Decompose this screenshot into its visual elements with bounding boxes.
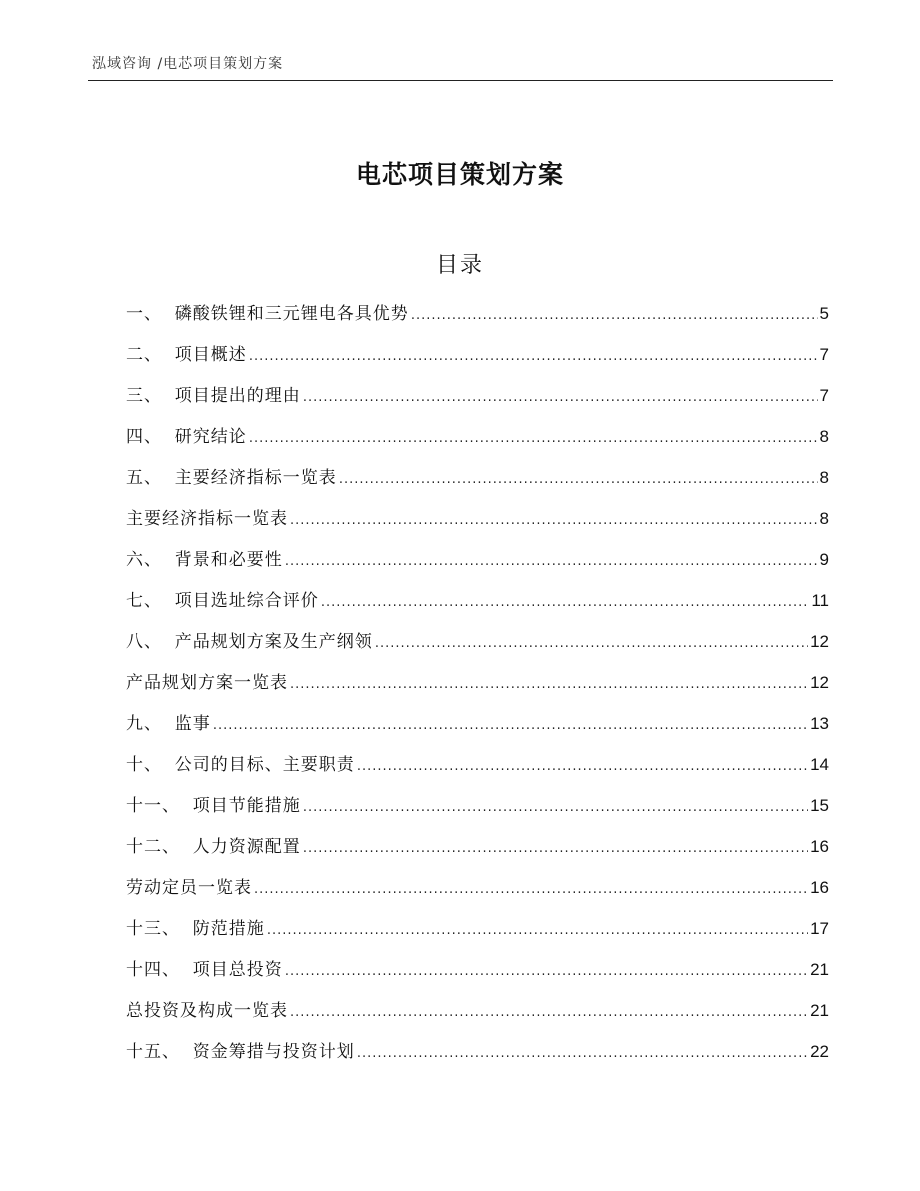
toc-entry-page: 7 [819, 386, 829, 405]
toc-entry-page: 21 [810, 1001, 829, 1020]
toc-entry-page: 15 [810, 796, 829, 815]
toc-entry-page: 8 [819, 468, 829, 487]
header-divider [88, 80, 833, 81]
toc-entry[interactable] [126, 504, 829, 545]
toc-entry-label: 九、 监事 [126, 714, 211, 734]
toc-entry[interactable] [126, 914, 829, 955]
toc-leader-dots [375, 636, 808, 651]
toc-entry-page: 9 [819, 550, 829, 569]
toc-entry[interactable] [126, 422, 829, 463]
toc-leader-dots [303, 841, 808, 856]
toc-entry-label: 二、 项目概述 [126, 345, 247, 365]
toc-entry[interactable] [126, 668, 829, 709]
toc-entry-page: 21 [810, 960, 829, 979]
toc-leader-dots [249, 431, 818, 446]
toc-entry-page: 8 [819, 509, 829, 528]
toc-entry-label: 三、 项目提出的理由 [126, 386, 301, 406]
toc-entry-page: 5 [819, 304, 829, 323]
toc-entry-page: 17 [810, 919, 829, 938]
toc-entry[interactable] [126, 1037, 829, 1078]
toc-entry-label: 主要经济指标一览表 [126, 509, 288, 529]
toc-entry-label: 五、 主要经济指标一览表 [126, 468, 337, 488]
toc-entry-label: 十、 公司的目标、主要职责 [126, 755, 355, 775]
toc-entry-page: 7 [819, 345, 829, 364]
toc-entry-label: 劳动定员一览表 [126, 878, 252, 898]
toc-entry[interactable] [126, 709, 829, 750]
toc-entry[interactable] [126, 463, 829, 504]
toc-leader-dots [321, 595, 810, 610]
table-of-contents [126, 299, 829, 1078]
toc-entry-page: 12 [810, 673, 829, 692]
toc-entry-label: 产品规划方案一览表 [126, 673, 288, 693]
toc-leader-dots [357, 759, 808, 774]
toc-entry-label: 六、 背景和必要性 [126, 550, 283, 570]
toc-leader-dots [303, 800, 808, 815]
running-header: 泓域咨询 /电芯项目策划方案 [92, 56, 284, 72]
toc-entry[interactable] [126, 791, 829, 832]
toc-entry-page: 16 [810, 878, 829, 897]
toc-leader-dots [290, 513, 818, 528]
toc-entry-page: 12 [810, 632, 829, 651]
toc-leader-dots [213, 718, 808, 733]
toc-leader-dots [249, 349, 818, 364]
toc-entry-page: 8 [819, 427, 829, 446]
toc-entry-label: 一、 磷酸铁锂和三元锂电各具优势 [126, 304, 409, 324]
toc-entry-page: 13 [810, 714, 829, 733]
toc-entry[interactable] [126, 545, 829, 586]
toc-entry[interactable] [126, 996, 829, 1037]
toc-entry[interactable] [126, 750, 829, 791]
toc-entry[interactable] [126, 381, 829, 422]
toc-leader-dots [285, 964, 808, 979]
toc-entry[interactable] [126, 586, 829, 627]
toc-leader-dots [357, 1046, 808, 1061]
toc-leader-dots [290, 677, 808, 692]
toc-entry[interactable] [126, 832, 829, 873]
toc-entry-label: 八、 产品规划方案及生产纲领 [126, 632, 373, 652]
toc-leader-dots [339, 472, 818, 487]
toc-entry-label: 十三、 防范措施 [126, 919, 265, 939]
toc-leader-dots [290, 1005, 808, 1020]
toc-entry[interactable] [126, 627, 829, 668]
toc-entry[interactable] [126, 873, 829, 914]
toc-entry-page: 14 [810, 755, 829, 774]
document-title: 电芯项目策划方案 [355, 160, 564, 189]
toc-leader-dots [285, 554, 818, 569]
toc-heading: 目录 [435, 253, 484, 278]
toc-leader-dots [411, 308, 818, 323]
toc-entry-label: 七、 项目选址综合评价 [126, 591, 319, 611]
toc-entry[interactable] [126, 955, 829, 996]
toc-leader-dots [303, 390, 818, 405]
toc-entry-label: 十二、 人力资源配置 [126, 837, 301, 857]
toc-entry[interactable] [126, 299, 829, 340]
toc-leader-dots [267, 923, 808, 938]
toc-entry-page: 16 [810, 837, 829, 856]
toc-entry-label: 总投资及构成一览表 [126, 1001, 288, 1021]
toc-entry-label: 十四、 项目总投资 [126, 960, 283, 980]
toc-leader-dots [254, 882, 808, 897]
toc-entry-page: 11 [811, 591, 829, 610]
toc-entry-label: 十一、 项目节能措施 [126, 796, 301, 816]
toc-entry-label: 十五、 资金筹措与投资计划 [126, 1042, 355, 1062]
toc-entry-label: 四、 研究结论 [126, 427, 247, 447]
toc-entry[interactable] [126, 340, 829, 381]
toc-entry-page: 22 [810, 1042, 829, 1061]
